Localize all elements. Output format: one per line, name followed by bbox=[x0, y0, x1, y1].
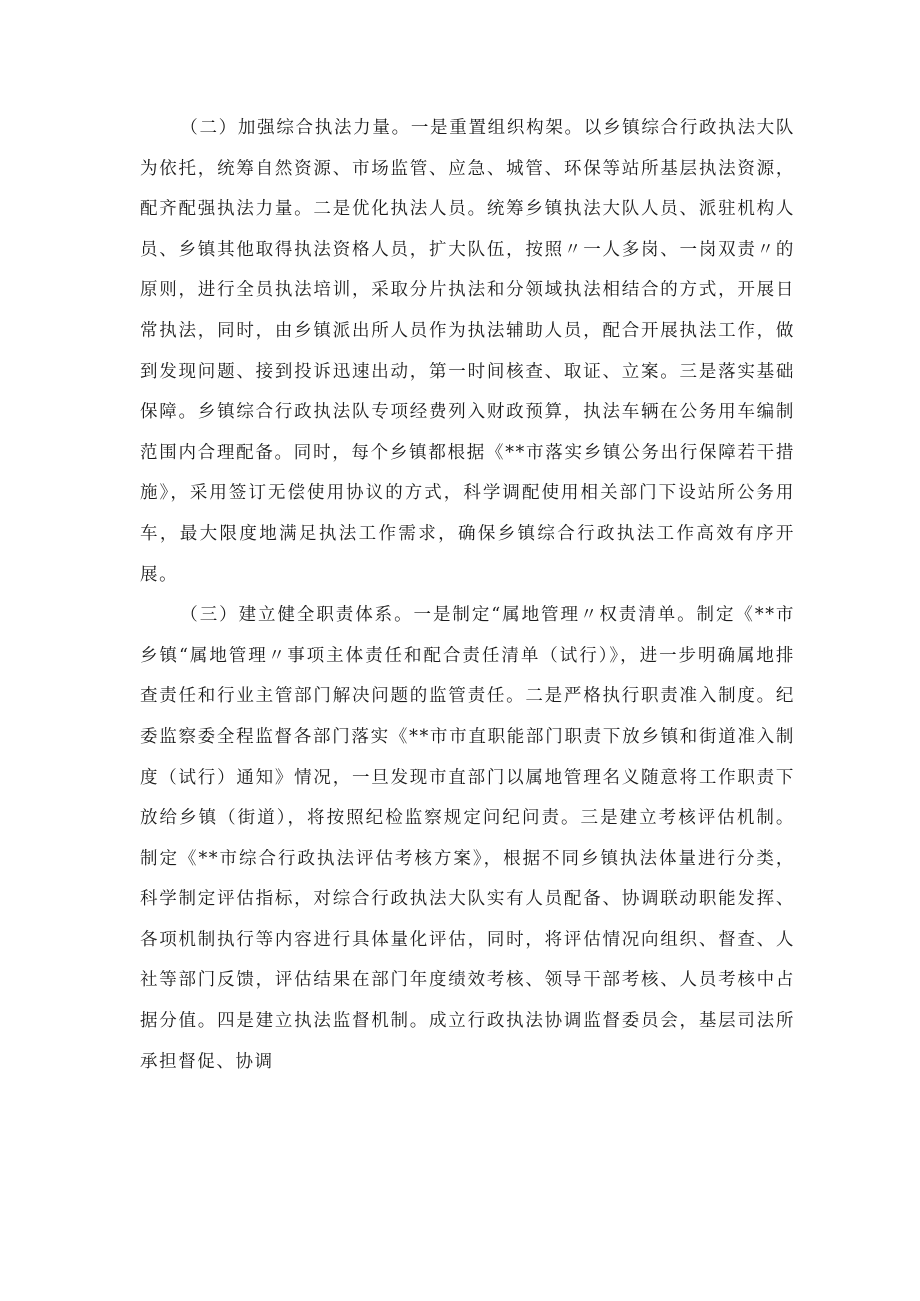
paragraph-strengthen-enforcement: （二）加强综合执法力量。一是重置组织构架。以乡镇综合行政执法大队为依托，统筹自然资源、市场监管、应急、城管、环保等站所基层执法资源，配齐配强执法力量。二是优化执法人员。统筹乡镇执法大队人员、派驻机构人员、乡镇其他取得执法资格人员，扩大队伍，按照〃一人多岗、一岗双责〃的原则，进行全员执法培训，采取分片执法和分领域执法相结合的方式，开展日常执法，同时，由乡镇派出所人员作为执法辅助人员，配合开展执法工作，做到发现问题、接到投诉迅速出动，第一时间核查、取证、立案。三是落实基础保障。乡镇综合行政执法队专项经费列入财政预算，执法车辆在公务用车编制范围内合理配备。同时，每个乡镇都根据《**市落实乡镇公务出行保障若干措施》，采用签订无偿使用协议的方式，科学调配使用相关部门下设站所公务用车，最大限度地满足执法工作需求，确保乡镇综合行政执法工作高效有序开展。 bbox=[140, 118, 795, 585]
document-body bbox=[140, 108, 795, 1082]
paragraph-responsibility-system: （三）建立健全职责体系。一是制定“属地管理〃权责清单。制定《**市乡镇“属地管理〃事项主体责任和配合责任清单（试行）》，进一步明确属地排查责任和行业主管部门解决问题的监管责任。二是严格执行职责准入制度。纪委监察委全程监督各部门落实《**市市直职能部门职责下放乡镇和街道准入制度（试行）通知》情况，一旦发现市直部门以属地管理名义随意将工作职责下放给乡镇（街道），将按照纪检监察规定问纪问责。三是建立考核评估机制。制定《**市综合行政执法评估考核方案》，根据不同乡镇执法体量进行分类，科学制定评估指标，对综合行政执法大队实有人员配备、协调联动职能发挥、各项机制执行等内容进行具体量化评估，同时，将评估情况向组织、督查、人社等部门反馈，评估结果在部门年度绩效考核、领导干部考核、人员考核中占据分值。四是建立执法监督机制。成立行政执法协调监督委员会，基层司法所承担督促、协调 bbox=[140, 605, 795, 1072]
